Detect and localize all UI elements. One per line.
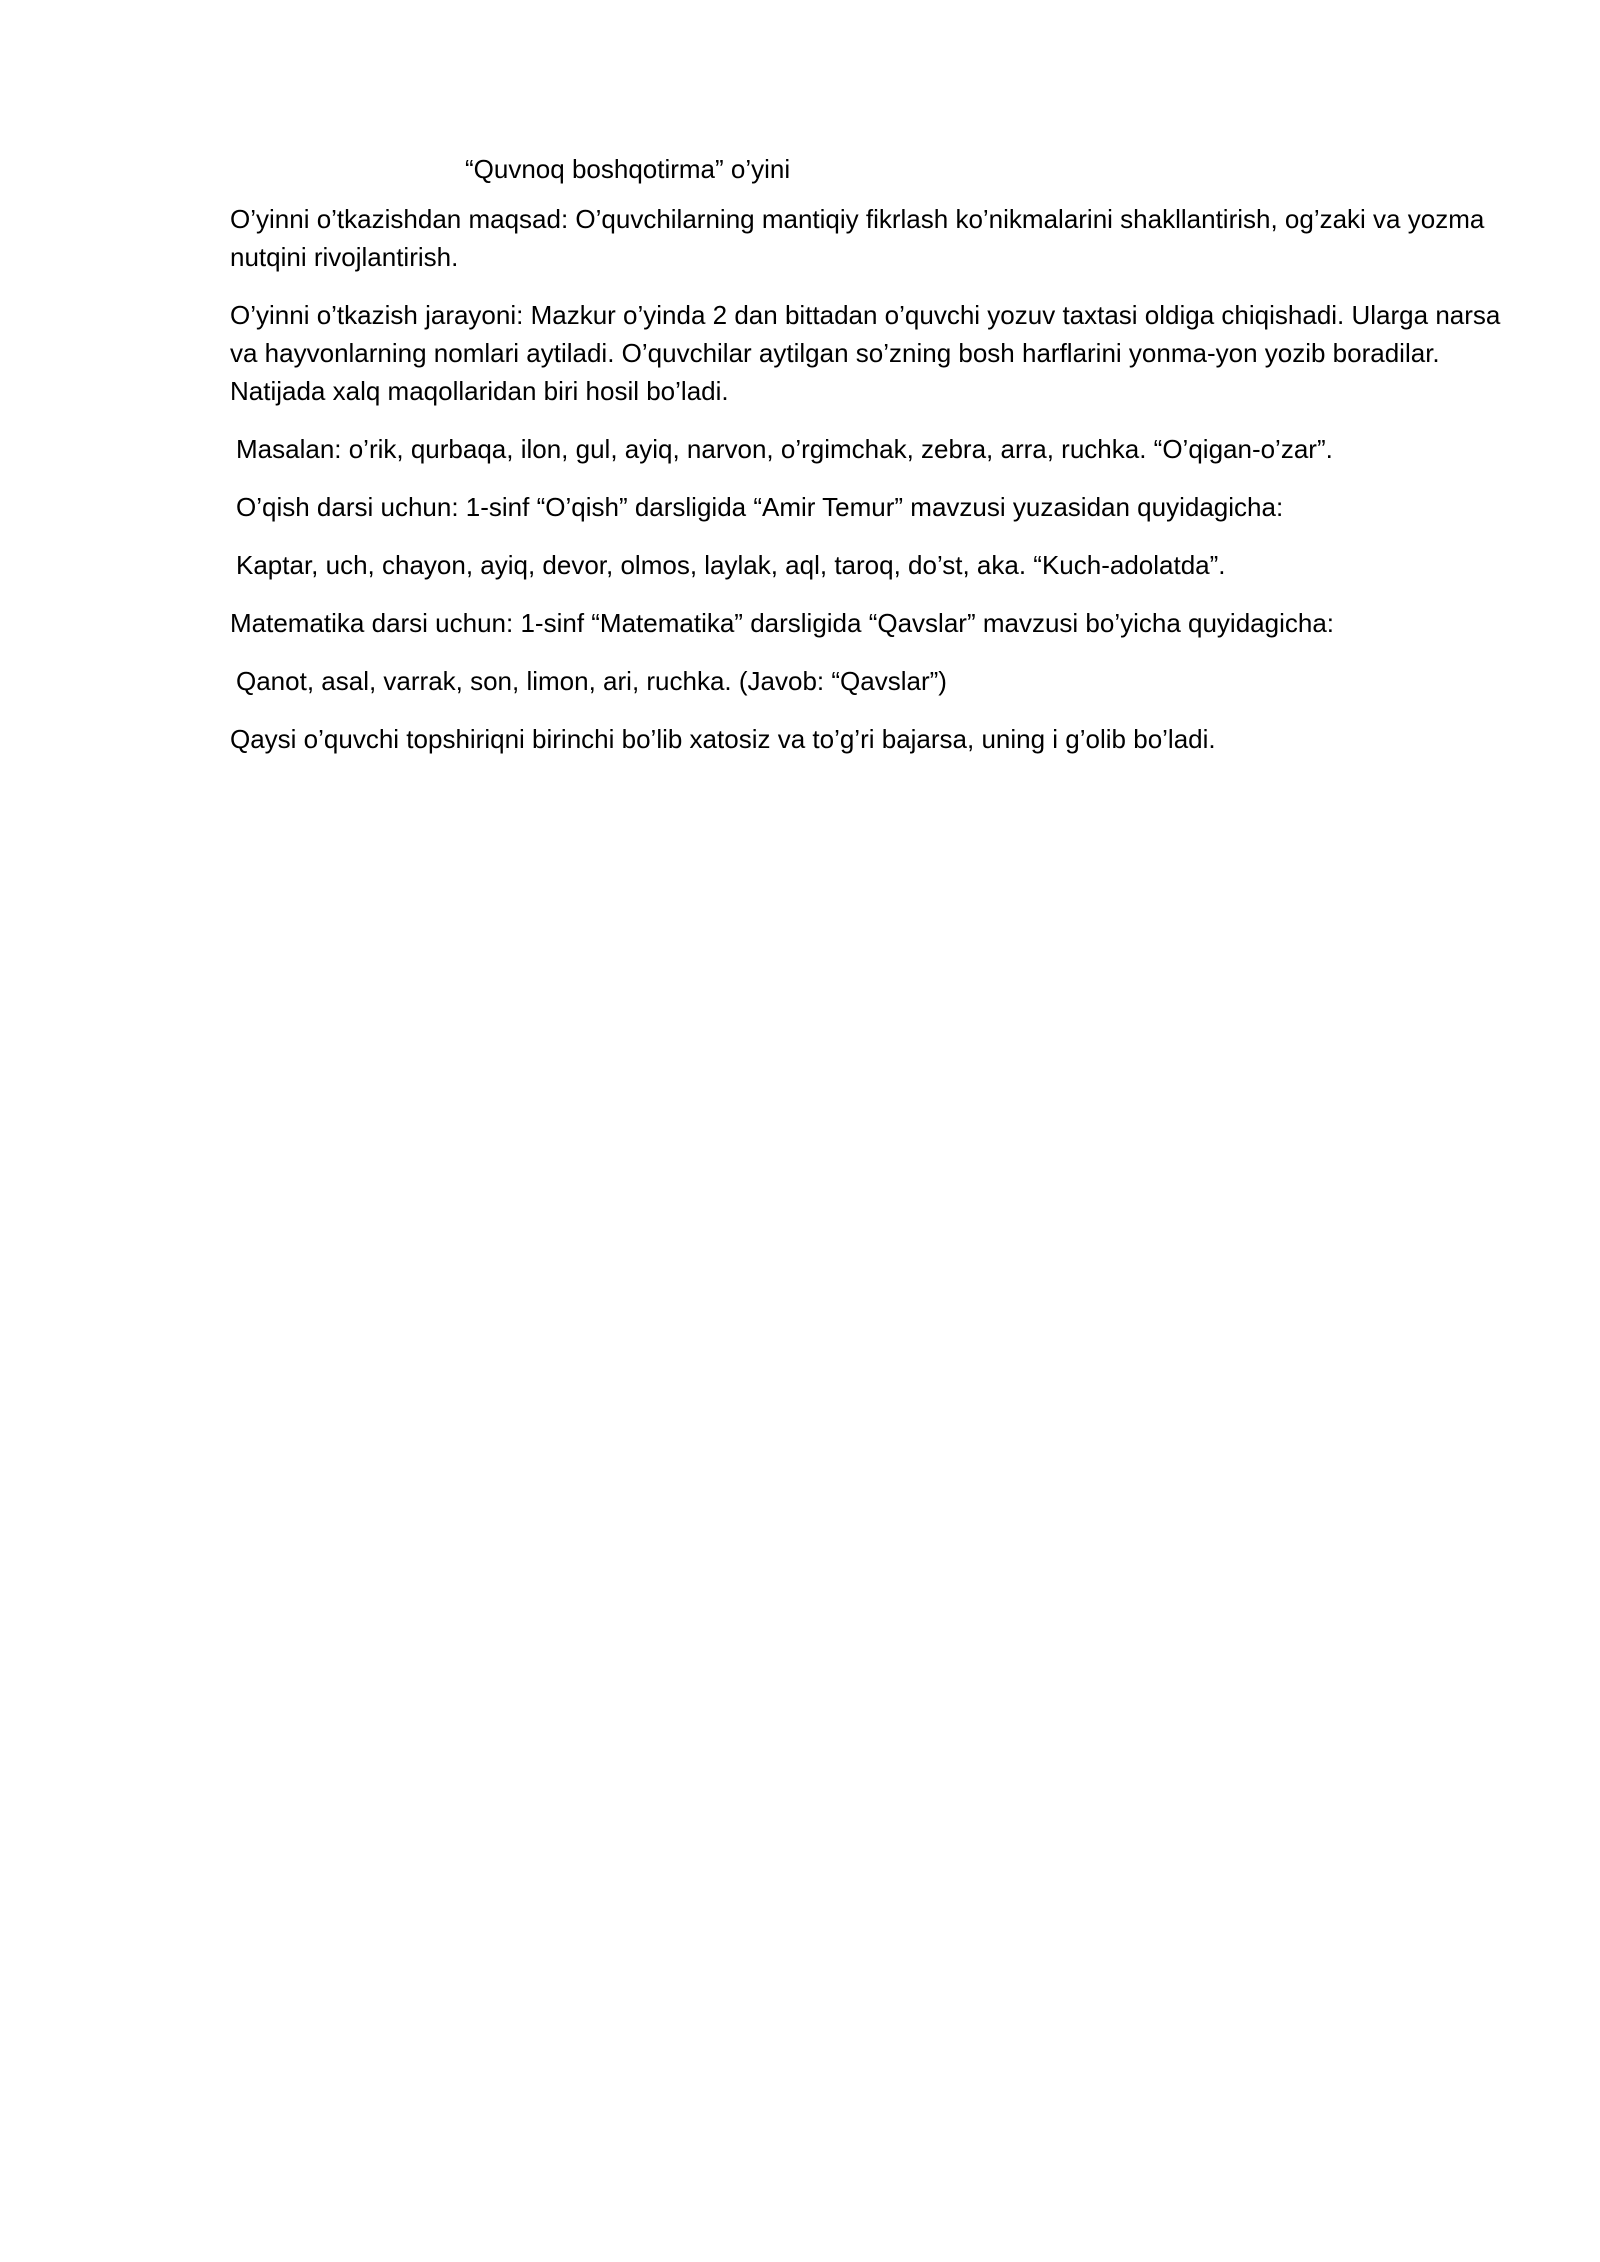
paragraph-math-words: Qanot, asal, varrak, son, limon, ari, ruchka. (Javob: “Qavslar”) <box>236 666 947 696</box>
document-body <box>230 150 1530 778</box>
paragraph-process: O’yinni o’tkazish jarayoni: Mazkur o’yinda 2 dan bittadan o’quvchi yozuv taxtasi oldiga chiqishadi. Ularga narsa va hayvonlarning nomlari aytiladi. O’quvchilar aytilgan so’zning bosh harflarini yonma-yon yozib boradilar. Natijada xalq maqollaridan biri hosil bo’ladi. <box>230 300 1501 406</box>
paragraph-example: Masalan: o’rik, qurbaqa, ilon, gul, ayiq, narvon, o’rgimchak, zebra, arra, ruchka. “O’qigan-o’zar”. <box>236 434 1333 464</box>
paragraph-reading-words: Kaptar, uch, chayon, ayiq, devor, olmos, laylak, aql, taroq, do’st, aka. “Kuch-adolatda”. <box>236 550 1226 580</box>
paragraph-goal: O’yinni o’tkazishdan maqsad: O’quvchilarning mantiqiy fikrlash ko’nikmalarini shakllantirish, og’zaki va yozma nutqini rivojlantirish. <box>230 204 1485 272</box>
paragraph-math-lesson: Matematika darsi uchun: 1-sinf “Matematika” darsligida “Qavslar” mavzusi bo’yicha quyidagicha: <box>230 608 1335 638</box>
paragraph-reading-lesson: O’qish darsi uchun: 1-sinf “O’qish” darsligida “Amir Temur” mavzusi yuzasidan quyidagicha: <box>236 492 1284 522</box>
document-title: “Quvnoq boshqotirma” o’yini <box>465 154 791 184</box>
paragraph-winner: Qaysi o’quvchi topshiriqni birinchi bo’lib xatosiz va to’g’ri bajarsa, uning i g’olib bo’ladi. <box>230 724 1216 754</box>
